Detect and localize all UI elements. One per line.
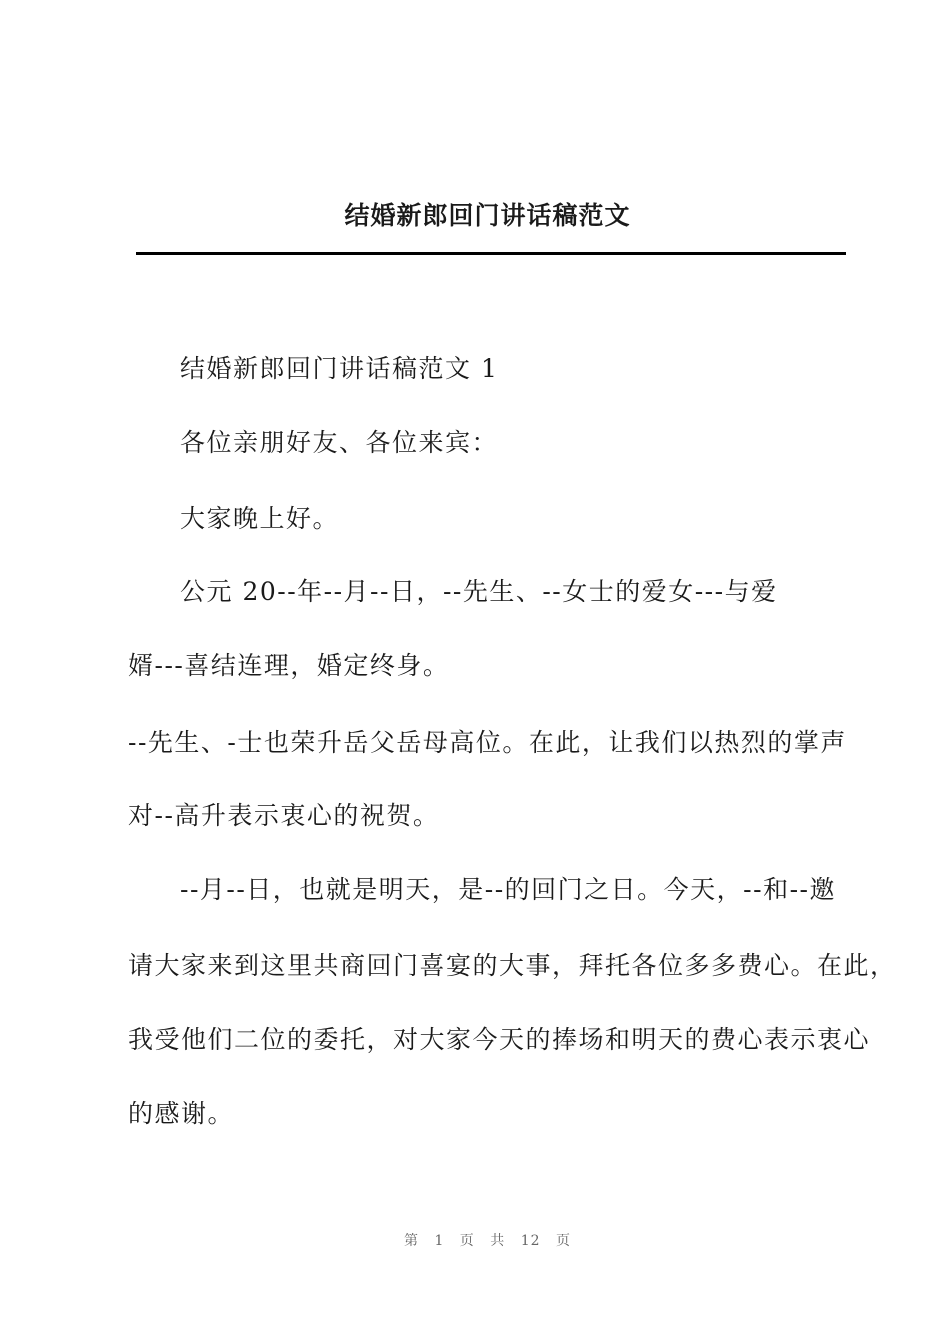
paragraph-line: 各位亲朋好友、各位来宾： [180, 428, 499, 457]
paragraph-line: --先生、-士也荣升岳父岳母高位。在此，让我们以热烈的掌声 [128, 728, 847, 757]
section-heading: 结婚新郎回门讲话稿范文 1 [180, 354, 499, 383]
paragraph-line: --月--日，也就是明天，是--的回门之日。今天，--和--邀 [180, 875, 836, 904]
paragraph-line: 大家晚上好。 [180, 504, 340, 533]
page-number-footer: 第 1 页 共 12 页 [404, 1233, 571, 1249]
paragraph-line: 婿---喜结连理，婚定终身。 [128, 651, 450, 680]
paragraph-line: 的感谢。 [128, 1099, 235, 1128]
paragraph-line: 公元 20--年--月--日，--先生、--女士的爱女---与爱 [180, 577, 778, 606]
title-underline [136, 252, 846, 255]
paragraph-line: 对--高升表示衷心的祝贺。 [128, 801, 440, 830]
document-title: 结婚新郎回门讲话稿范文 [344, 201, 631, 230]
paragraph-line: 请大家来到这里共商回门喜宴的大事，拜托各位多多费心。在此， [128, 951, 897, 980]
paragraph-line: 我受他们二位的委托，对大家今天的捧场和明天的费心表示衷心 [128, 1025, 871, 1054]
